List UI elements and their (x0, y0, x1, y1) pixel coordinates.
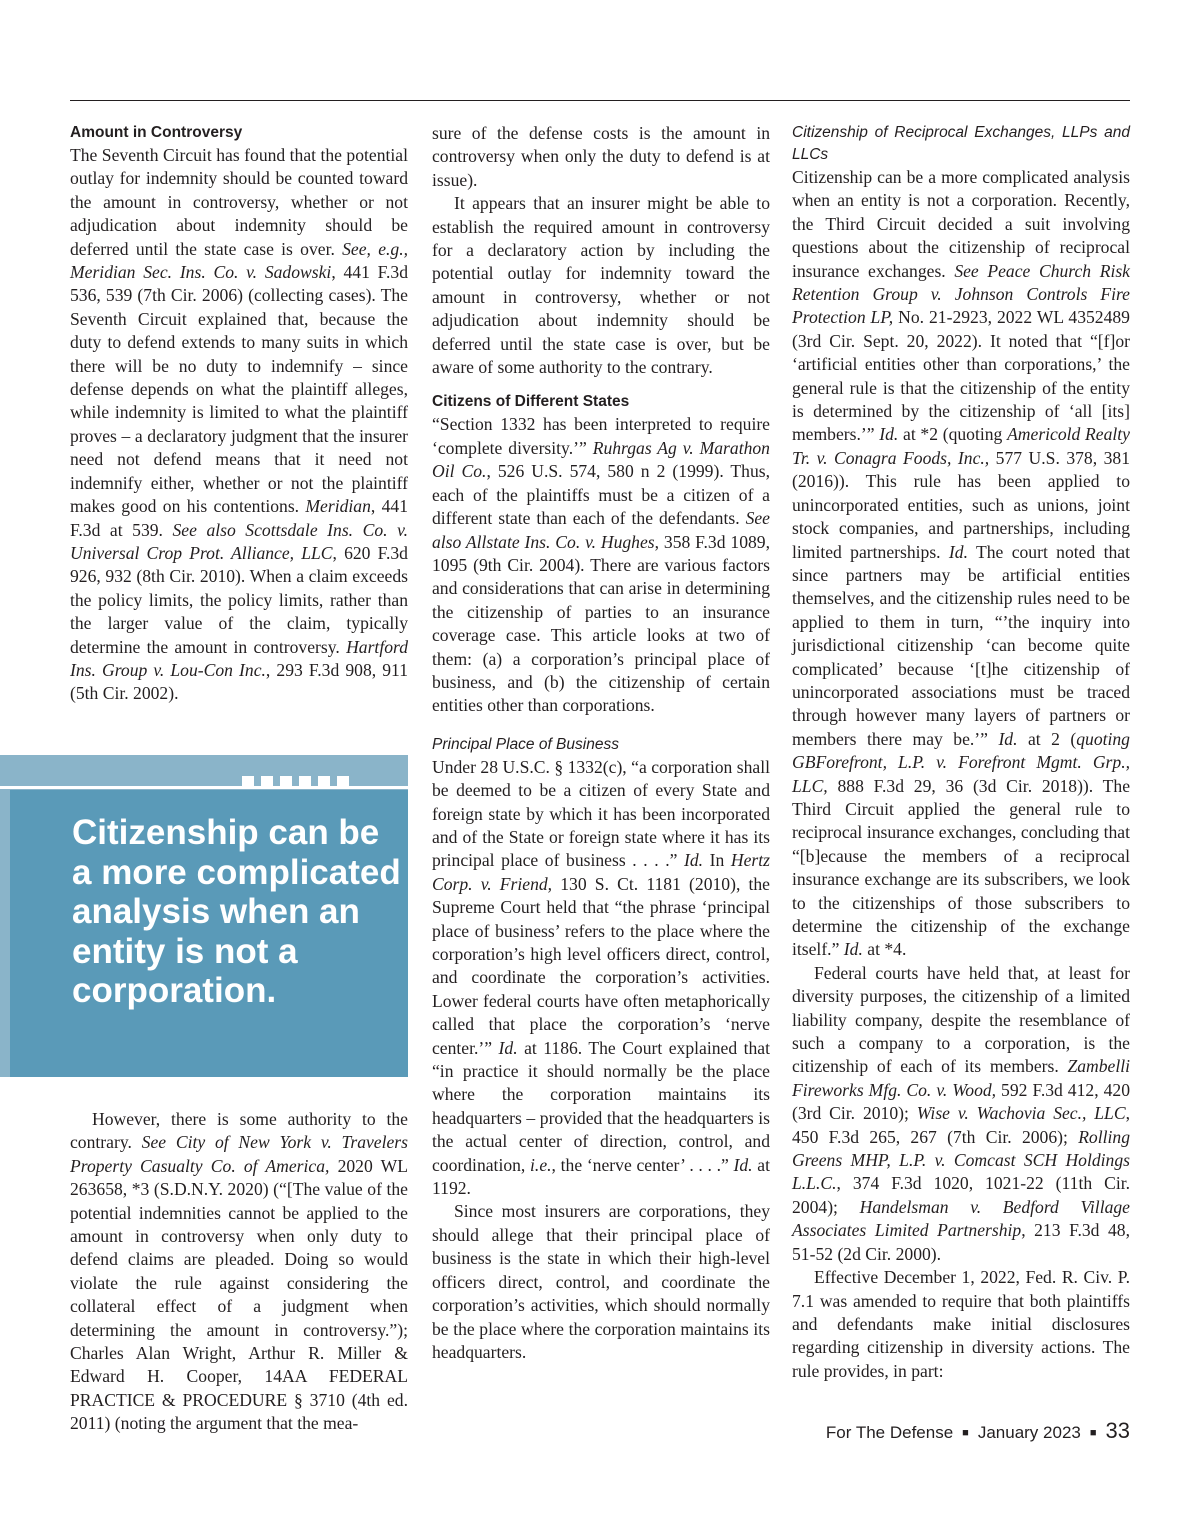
text-run: , 620 F.3d 926, 932 (8th Cir. 2010). When a claim exceeds the policy limits, the policy limits, rather than the larger value of the claim, typically determine the amount in controversy. (70, 542, 408, 657)
citation: See Peace Church Risk Retention Group v. Johnson Controls Fire Protection LP, (792, 260, 1130, 328)
citation: Id. (843, 939, 863, 960)
decorative-squares (242, 776, 356, 788)
citation: Id. (998, 728, 1018, 749)
column-2 (432, 122, 770, 1364)
column-3 (792, 122, 1130, 1383)
pull-quote-text: Citizenship can be a more complicated analysis when an entity is not a corporation. (72, 813, 401, 1010)
paragraph (792, 962, 1130, 1266)
column-1 (70, 122, 408, 706)
citation: Meridian (305, 496, 371, 517)
citation: See also Scottsdale Ins. Co. v. Universal Crop Prot. Alliance, LLC (70, 519, 408, 563)
pull-quote-callout (0, 755, 408, 1077)
text-run: at 2 ( (1017, 728, 1077, 749)
text-run: The Seventh Circuit has found that the potential outlay for indemnity should be counted toward the amount in controversy, whether or not adjudication about indemnity should be deferred until the state case is over. (70, 145, 408, 259)
citation: Id. (879, 424, 899, 445)
text-run: , 441 F.3d 536, 539 (7th Cir. 2006) (collecting cases). The Seventh Circuit explained that, because the duty to defend extends to many suits in which there will be no duty to indemnify – since defense depends on what the plaintiff alleges, while indemnity is limited to what the plaintiff proves – a declaratory judgment that the insurer need not defend means that it need not indemnify either, whether or not the plaintiff makes good on his contentions. (70, 262, 408, 517)
citation: Hertz Corp. v. Friend, (432, 850, 770, 894)
text-run: Federal courts have held that, at least for diversity purposes, the citizenship of a limited liability company, despite the resemblance of such a company to a corporation, is the citizenship of each of its members. (792, 962, 1130, 1077)
square (280, 776, 292, 788)
paragraph: It appears that an insurer might be able to establish the required amount in controversy for a declaratory action by including the potential outlay for indemnity toward the amount in controversy, whether or not adjudication about indemnity should be deferred until the state case is over, but be aware of some authority to the contrary. (432, 193, 770, 378)
text-run: , 213 F.3d 48, 51-52 (2d Cir. 2000). (792, 1220, 1130, 1264)
citation: Americold Realty Tr. v. Conagra Foods, Inc., (792, 424, 1130, 468)
citation: Id. (733, 1154, 753, 1175)
square (337, 776, 349, 788)
text-run: 592 F.3d 412, 420 (3rd Cir. 2010); (792, 1079, 1130, 1124)
text-run: , 374 F.3d 1020, 1021-22 (11th Cir. 2004); (792, 1173, 1130, 1217)
citation: quoting GBForefront, L.P. v. Forefront Mgmt. Grp., LLC, (792, 728, 1130, 796)
citation: See also Allstate Ins. Co. v. Hughes (432, 508, 770, 552)
text-run: , 358 F.3d 1089, 1095 (9th Cir. 2004). There are various factors and considerations that can arise in determining the citizenship of parties to an insurance coverage case. This article looks at two of them: (a) a corporation’s principal place of business, and (b) the citizenship of certain entities other than corporations. (432, 531, 770, 716)
top-rule (70, 100, 1130, 101)
paragraph: sure of the defense costs is the amount in controversy when only the duty to defend is at issue). (432, 123, 770, 190)
text-run: Under 28 U.S.C. § 1332(c), “a corporation shall be deemed to be a citizen of every State and foreign state by which it has been incorporated and of the State or foreign state where it has its principal place of business . . . .” (432, 756, 770, 871)
square (242, 776, 254, 788)
citation: Zambelli Fireworks Mfg. Co. v. Wood, (792, 1056, 1130, 1100)
citation: Id. (684, 850, 704, 871)
text-run: , the ‘nerve center’ . . . .” (551, 1154, 734, 1175)
text-run: The court noted that since partners may be artificial entities themselves, and the citizenship rules need to be applied to them in turn, “’the inquiry into jurisdictional citizenship ‘can become quite complicated’ because ‘[t]he citizenship of unincorporated associations must be traced through however many layers of partners or members there may be.’” (792, 541, 1130, 749)
subheading-principal-place-of-business: Principal Place of Business (432, 735, 619, 753)
citation: Handelsman v. Bedford Village Associates Limited Partnership (792, 1196, 1130, 1241)
page-footer (826, 1416, 1130, 1450)
paragraph (432, 413, 770, 717)
paragraph: Effective December 1, 2022, Fed. R. Civ. P. 7.1 was amended to require that both plaintiffs and defendants make initial disclosures regarding citizenship in diversity actions. The rule provides, in part: (792, 1267, 1130, 1381)
paragraph (70, 144, 408, 706)
subheading-citizenship-of-reciprocal-exchanges: Citizenship of Reciprocal Exchanges, LLPs and LLCs (792, 124, 1130, 163)
heading-amount-in-controversy: Amount in Controversy (70, 124, 243, 141)
page-number: 33 (1105, 1418, 1130, 1443)
text-run: at 1186. The Court explained that “in practice it should normally be the place where the corporation maintains its headquarters – provided that the headquarters is the actual center of direction, control, and coordination, (432, 1037, 770, 1175)
text-run: at 1192. (432, 1154, 770, 1199)
column-1-continued (70, 1108, 408, 1436)
citation: See City of New York v. Travelers Property Casualty Co. of America, (70, 1132, 408, 1176)
text-run: , 450 F.3d 265, 267 (7th Cir. 2006); (792, 1103, 1130, 1147)
text-run: In (703, 850, 731, 871)
citation: Id. (498, 1037, 518, 1058)
citation: Wise v. Wachovia Sec., LLC (916, 1103, 1126, 1124)
paragraph (792, 166, 1130, 962)
text-run: 888 F.3d 29, 36 (3d Cir. 2018)). The Third Circuit applied the general rule to reciprocal insurance exchanges, concluding that “[b]ecause the members of a reciprocal insurance exchange are its subscribers, we look to the citizenships of those subscribers to determine the citizenship of the exchange itself.” (792, 775, 1130, 960)
text-run: Citizenship can be a more complicated analysis when an entity is not a corporation. Recently, the Third Circuit decided a suit involving questions about the citizenship of reciprocal insurance exchanges. (792, 167, 1130, 281)
issue-date: January 2023 (977, 1423, 1081, 1442)
text-run: 2020 WL 263658, *3 (S.D.N.Y. 2020) (“[The value of the potential indemnities cannot be applied to the amount in controversy when only duty to defend claims are pleaded. Doing so would violate the rule against considering the collateral effect of a judgment when determining the amount in controversy.”); Charles Alan Wright, Arthur R. Miller & Edward H. Cooper, 14AA FEDERAL PRACTICE & PROCEDURE § 3710 (4th ed. 2011) (noting the argument that the mea- (70, 1155, 408, 1434)
paragraph (70, 1108, 408, 1436)
text-run: “Section 1332 has been interpreted to require ‘complete diversity.’” (432, 414, 770, 458)
text-run: at *4. (862, 939, 907, 960)
citation: Hartford Ins. Group v. Lou-Con Inc. (70, 636, 408, 680)
citation: See, e.g., Meridian Sec. Ins. Co. v. Sadowski (70, 238, 409, 283)
square (299, 776, 311, 788)
separator-square-icon: ■ (1089, 1427, 1097, 1439)
square (318, 776, 330, 788)
paragraph: Since most insurers are corporations, they should allege that their principal place of business is the state in which their high-level officers direct, control, and coordinate the corporation’s activities, which should normally be the place where the corporation maintains its headquarters. (432, 1201, 770, 1362)
separator-square-icon: ■ (962, 1427, 969, 1439)
text-run: , 526 U.S. 574, 580 n 2 (1999). Thus, each of the plaintiffs must be a citizen of a different state than each of the defendants. (432, 461, 771, 529)
text-run: , 441 F.3d at 539. (70, 496, 409, 540)
citation: Rolling Greens MHP, L.P. v. Comcast SCH Holdings L.L.C. (792, 1126, 1130, 1194)
citation: Ruhrgas Ag v. Marathon Oil Co. (432, 437, 770, 482)
publication-name: For The Defense (825, 1423, 954, 1442)
paragraph (432, 756, 770, 1201)
text-run: , 293 F.3d 908, 911 (5th Cir. 2002). (70, 659, 408, 704)
citation: i.e. (530, 1154, 552, 1175)
heading-citizens-of-different-states: Citizens of Different States (432, 393, 630, 411)
text-run: 130 S. Ct. 1181 (2010), the Supreme Court held that “the phrase ‘principal place of business’ refers to the place where the corporation’s high level officers direct, control, and coordinate the corporation’s activities. Lower federal courts have often metaphorically called that place the corporation’s ‘nerve center.’” (432, 873, 770, 1058)
text-run: No. 21-2923, 2022 WL 4352489 (3rd Cir. Sept. 20, 2022). It noted that “[f]or ‘artificial entities other than corporations,’ the general rule is that the citizenship of the entity is determined by the citizenship of ‘all [its] members.’” (792, 307, 1130, 445)
square (261, 776, 273, 788)
text-run: However, there is some authority to the contrary. (70, 1109, 408, 1153)
text-run: at *2 (quoting (898, 424, 1008, 445)
citation: Id. (948, 541, 968, 562)
text-run: 577 U.S. 378, 381 (2016)). This rule has been applied to unincorporated entities, such as unions, joint stock companies, and partnerships, including limited partnerships. (792, 447, 1130, 562)
